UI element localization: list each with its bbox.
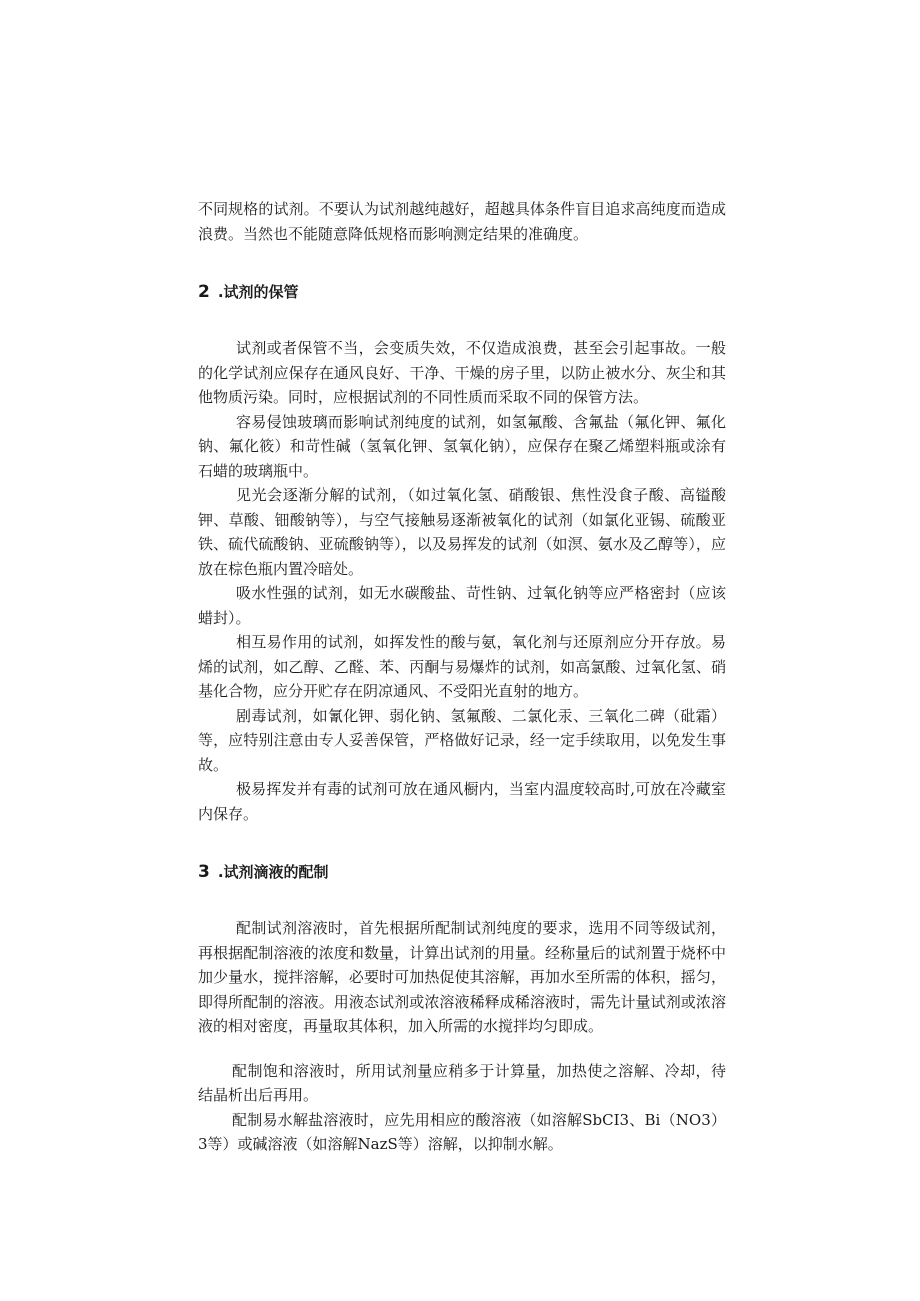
section-number: 3 (198, 862, 210, 882)
section-number: 2 (198, 282, 210, 302)
document-body (198, 197, 726, 1157)
body-paragraph: 见光会逐渐分解的试剂，（如过氧化氢、硝酸银、焦性没食子酸、高镒酸钾、草酸、钿酸钠等），与空气接触易逐渐被氧化的试剂（如氯化亚锡、硫酸亚铁、硫代硫酸钠、亚硫酸钠等），以及易挥发的试剂（如溟、氨水及乙醇等），应放在棕色瓶内置冷暗处。 (198, 486, 726, 578)
body-paragraph: 剧毒试剂，如氰化钾、弱化钠、氢氟酸、二氯化汞、三氧化二碑（砒霜）等，应特别注意由专人妥善保管，严格做好记录，经一定手续取用，以免发生事故。 (198, 706, 726, 774)
section-title: .试剂滴液的配制 (217, 863, 329, 881)
body-paragraph: 配制饱和溶液时，所用试剂量应稍多于计算量，加热使之溶解、冷却，待结晶析出后再用。 (198, 1061, 726, 1104)
body-paragraph: 吸水性强的试剂，如无水碳酸盐、苛性钠、过氧化钠等应严格密封（应该蜡封）。 (198, 584, 726, 627)
section-title: .试剂的保管 (217, 283, 299, 301)
section-heading-storage (198, 280, 726, 304)
body-paragraph: 极易挥发并有毒的试剂可放在通风橱内，当室内温度较高时,可放在冷藏室内保存。 (198, 780, 726, 823)
body-paragraph: 试剂或者保管不当，会变质失效，不仅造成浪费，甚至会引起事故。一般的化学试剂应保存在通风良好、干净、干燥的房子里，以防止被水分、灰尘和其他物质污染。同时，应根据试剂的不同性质而采取不同的保管方法。 (198, 339, 726, 406)
section-heading-preparation (198, 860, 726, 884)
body-paragraph: 相互易作用的试剂，如挥发性的酸与氨，氧化剂与还原剂应分开存放。易烯的试剂，如乙醇、乙醛、苯、丙酮与易爆炸的试剂，如高氯酸、过氧化氢、硝基化合物，应分开贮存在阴凉通风、不受阳光直射的地方。 (198, 633, 726, 700)
body-paragraph: 配制易水解盐溶液时，应先用相应的酸溶液（如溶解SbCI3、Bi（NO3）3等）或碱溶液（如溶解NazS等）溶解，以抑制水解。 (198, 1110, 726, 1153)
body-paragraph: 配制试剂溶液时，首先根据所配制试剂纯度的要求，选用不同等级试剂，再根据配制溶液的浓度和数量，计算出试剂的用量。经称量后的试剂置于烧杯中加少量水，搅拌溶解，必要时可加热促使其溶解，再加水至所需的体积，摇匀，即得所配制的溶液。用液态试剂或浓溶液稀释成稀溶液时，需先计量试剂或浓溶液的相对密度，再量取其体积，加入所需的水搅拌均匀即成。 (198, 919, 726, 1035)
body-paragraph: 容易侵蚀玻璃而影响试剂纯度的试剂，如氢氟酸、含氟盐（氟化钾、氟化钠、氟化筱）和苛性碱（氢氧化钾、氢氧化钠），应保存在聚乙烯塑料瓶或涂有石蜡的玻璃瓶中。 (198, 412, 726, 480)
intro-paragraph: 不同规格的试剂。不要认为试剂越纯越好，超越具体条件盲目追求高纯度而造成浪费。当然也不能随意降低规格而影响测定结果的准确度。 (198, 200, 726, 243)
